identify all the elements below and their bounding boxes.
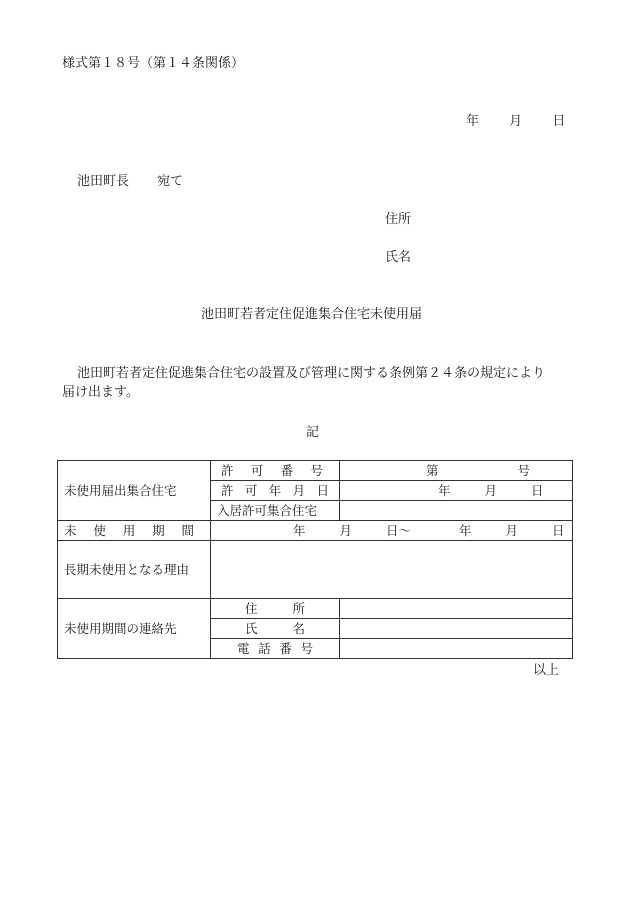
date-month-label: 月 <box>509 114 523 129</box>
page-title: 池田町若者定住促進集合住宅未使用届 <box>201 307 423 322</box>
permit-date-month: 月 <box>484 482 498 498</box>
contact-phone-label: 電 話 番 号 <box>211 639 340 659</box>
date-line <box>466 114 565 130</box>
contact-phone-value[interactable] <box>340 639 573 659</box>
reason-label: 長期未使用となる理由 <box>58 541 211 599</box>
permit-date-day: 日 <box>531 482 544 498</box>
contact-label: 未使用期間の連絡先 <box>58 599 211 659</box>
period-end-year: 年 <box>459 522 472 538</box>
addressee-suffix: 宛て <box>157 174 184 189</box>
movein-label: 入居許可集合住宅 <box>211 501 340 521</box>
permit-date-label: 許 可 年 月 日 <box>211 481 340 501</box>
period-start-year: 年 <box>293 522 306 538</box>
body-line-1: 池田町若者定住促進集合住宅の設置及び管理に関する条例第２４条の規定により <box>77 366 546 381</box>
contact-address-value[interactable] <box>340 599 573 619</box>
permit-date-year: 年 <box>438 482 451 498</box>
applicant-address-label: 住所 <box>385 212 412 227</box>
closing-text: 以上 <box>533 663 560 678</box>
period-end-day: 日 <box>552 522 565 538</box>
period-end-month: 月 <box>505 522 519 538</box>
permit-number-label: 許 可 番 号 <box>211 461 340 481</box>
period-label: 未 使 用 期 間 <box>58 521 211 541</box>
table-row <box>58 461 573 481</box>
table-row <box>58 521 573 541</box>
permit-date-value[interactable] <box>340 481 573 501</box>
form-number: 様式第１８号（第１４条関係） <box>62 56 245 71</box>
period-start-day: 日～ <box>386 522 412 538</box>
permit-number-prefix: 第 <box>426 462 439 478</box>
permit-number-value[interactable] <box>340 461 573 481</box>
contact-name-value[interactable] <box>340 619 573 639</box>
addressee-name: 池田町長 <box>77 174 130 189</box>
contact-name-label: 氏 名 <box>211 619 340 639</box>
date-day-label: 日 <box>552 114 566 129</box>
contact-address-label: 住 所 <box>211 599 340 619</box>
table-row <box>58 599 573 619</box>
applicant-name-label: 氏名 <box>385 250 412 265</box>
body-line-2: 届け出ます。 <box>62 385 139 400</box>
period-start-month: 月 <box>339 522 353 538</box>
reason-value[interactable] <box>211 541 573 599</box>
addressee <box>77 174 183 190</box>
movein-value[interactable] <box>340 501 573 521</box>
permit-number-suffix: 号 <box>517 462 530 478</box>
period-value[interactable] <box>211 521 573 541</box>
application-table <box>57 460 573 659</box>
housing-label: 未使用届出集合住宅 <box>58 461 211 521</box>
date-year-label: 年 <box>466 114 480 129</box>
ki-heading: 記 <box>306 425 320 440</box>
table-row <box>58 541 573 599</box>
